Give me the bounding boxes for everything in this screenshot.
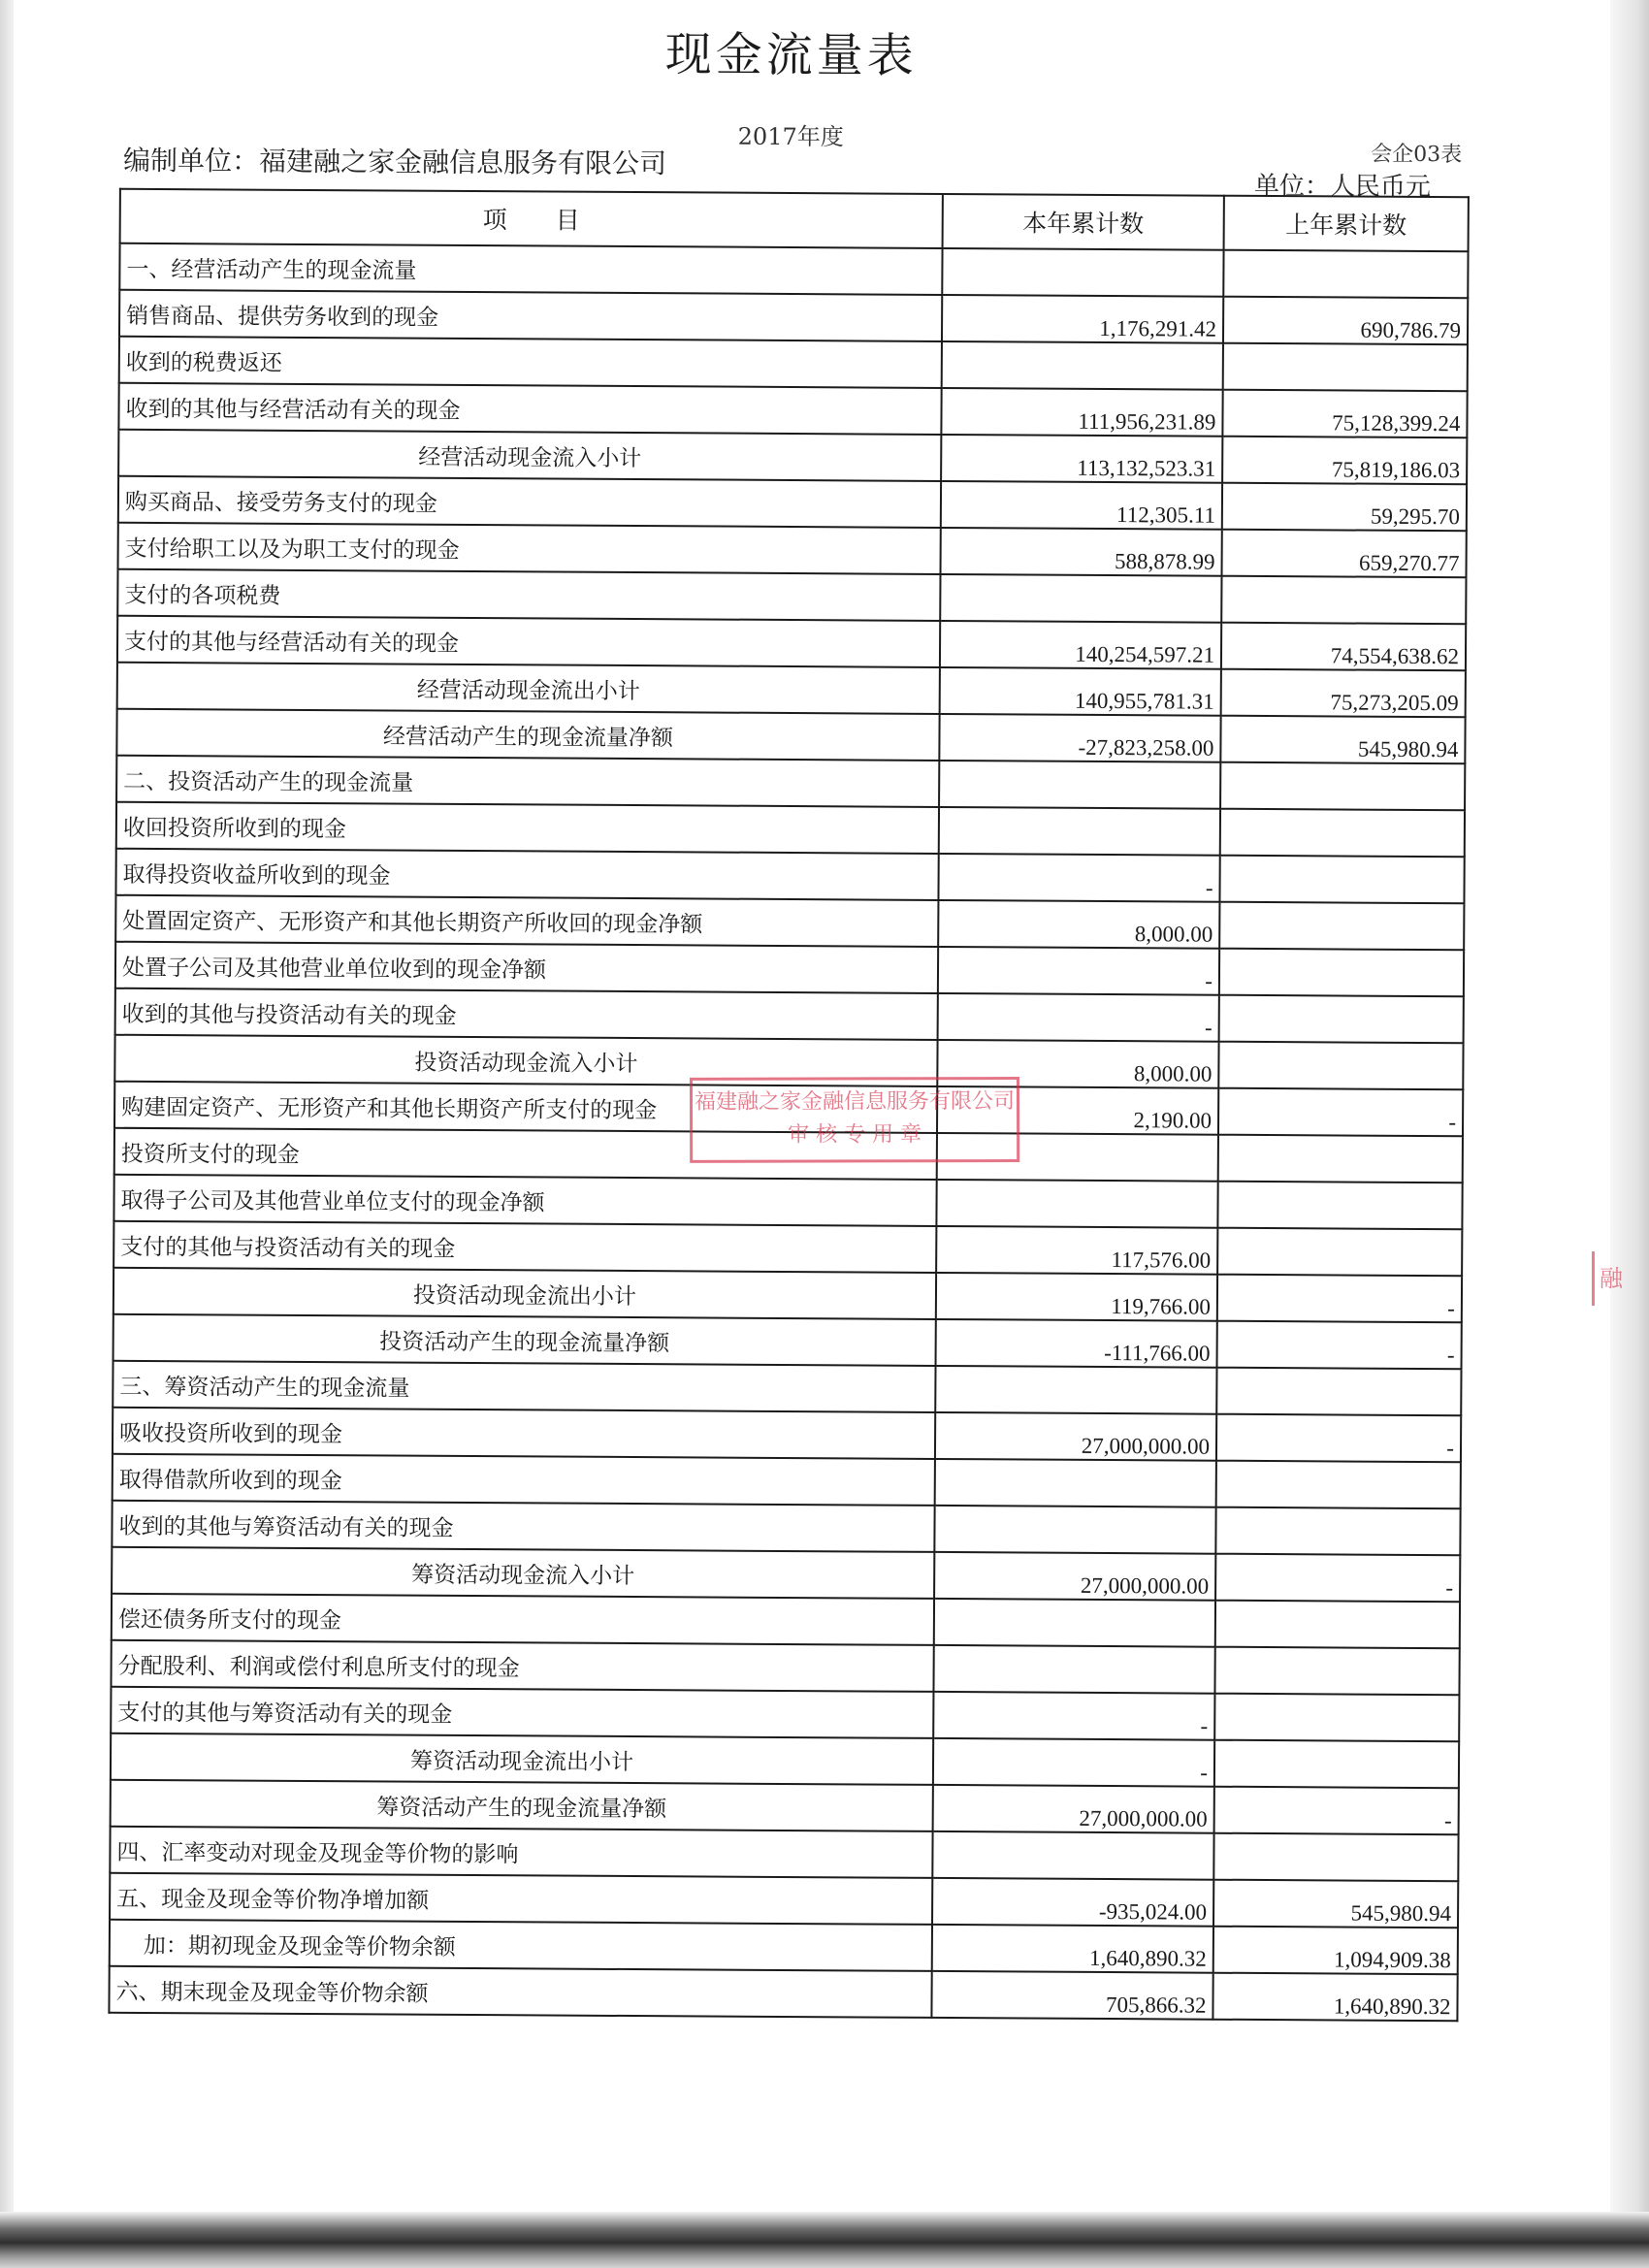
table-row <box>113 1454 1461 1508</box>
table-row <box>110 1827 1458 1881</box>
table-row <box>113 1314 1462 1369</box>
previous-year-amount: - <box>1217 1321 1462 1370</box>
table-row <box>116 802 1465 857</box>
table-row <box>116 756 1465 810</box>
table-row <box>113 1408 1461 1462</box>
previous-year-amount: 75,128,399.24 <box>1222 390 1467 438</box>
row-label: 经营活动产生的现金流量净额 <box>116 709 939 761</box>
current-year-amount <box>932 1831 1213 1880</box>
previous-year-amount <box>1219 902 1464 951</box>
stamp-line-purpose: 审 核 专 用 章 <box>788 1122 922 1148</box>
table-row <box>118 476 1467 531</box>
previous-year-amount: - <box>1217 1275 1462 1323</box>
current-year-amount: 112,305.11 <box>941 481 1222 530</box>
current-year-amount: 111,956,231.89 <box>941 388 1222 437</box>
row-label: 投资活动产生的现金流量净额 <box>113 1314 936 1366</box>
previous-year-amount: 75,819,186.03 <box>1222 437 1467 485</box>
current-year-amount: 117,576.00 <box>936 1226 1217 1275</box>
table-row <box>118 523 1467 577</box>
seam-seal-fragment: 融 <box>1592 1251 1628 1306</box>
table-row <box>115 849 1464 903</box>
currency-unit: 单位：人民币元 <box>1253 171 1432 203</box>
current-year-amount: 27,000,000.00 <box>934 1552 1215 1601</box>
row-label: 加：期初现金及现金等价物余额 <box>110 1920 932 1971</box>
table-row <box>118 383 1467 437</box>
table-header-row <box>120 189 1469 251</box>
row-label: 四、汇率变动对现金及现金等价物的影响 <box>110 1827 932 1878</box>
table-row <box>118 430 1467 484</box>
table-row <box>112 1594 1460 1648</box>
scan-edge-right <box>1610 0 1649 2268</box>
previous-year-amount: 1,094,909.38 <box>1213 1927 1458 1975</box>
table-row <box>109 1966 1457 2021</box>
current-year-amount: -111,766.00 <box>936 1319 1217 1368</box>
current-year-amount: 705,866.32 <box>931 1971 1212 2020</box>
current-year-amount: 8,000.00 <box>938 900 1219 949</box>
row-label: 筹资活动现金流出小计 <box>111 1733 933 1785</box>
row-label: 收到的税费返还 <box>119 337 942 388</box>
current-year-amount: 1,640,890.32 <box>932 1925 1213 1973</box>
previous-year-amount <box>1221 576 1466 625</box>
previous-year-amount: 1,640,890.32 <box>1212 1973 1457 2022</box>
table-row <box>115 988 1464 1043</box>
row-label: 支付的其他与投资活动有关的现金 <box>113 1221 936 1273</box>
row-label: 五、现金及现金等价物净增加额 <box>110 1873 932 1925</box>
current-year-amount: 140,254,597.21 <box>940 621 1221 669</box>
previous-year-amount <box>1216 1461 1461 1509</box>
table-row <box>111 1687 1459 1741</box>
current-year-amount: 113,132,523.31 <box>941 435 1222 483</box>
compiling-entity: 编制单位：福建融之家金融信息服务有限公司 <box>122 144 667 180</box>
current-year-amount: 140,955,781.31 <box>940 667 1221 716</box>
audit-seal-stamp <box>690 1077 1019 1163</box>
previous-year-amount <box>1217 1228 1462 1277</box>
row-label: 三、筹资活动产生的现金流量 <box>113 1361 935 1412</box>
current-year-amount: - <box>938 993 1219 1042</box>
row-label: 购建固定资产、无形资产和其他长期资产所支付的现金 <box>114 1082 937 1133</box>
previous-year-amount <box>1220 809 1465 858</box>
previous-year-amount <box>1214 1740 1459 1789</box>
previous-year-amount <box>1219 856 1464 904</box>
column-header-previous: 上年累计数 <box>1224 196 1469 252</box>
previous-year-amount <box>1219 995 1464 1044</box>
row-label: 支付给职工以及为职工支付的现金 <box>118 523 941 574</box>
previous-year-amount <box>1213 1833 1458 1882</box>
row-label: 支付的其他与筹资活动有关的现金 <box>111 1687 933 1738</box>
previous-year-amount: 545,980.94 <box>1213 1880 1458 1928</box>
row-label: 取得子公司及其他营业单位支付的现金净额 <box>113 1175 936 1226</box>
current-year-amount: 119,766.00 <box>936 1273 1217 1321</box>
current-year-amount: 1,176,291.42 <box>942 295 1223 343</box>
table-row <box>117 663 1466 717</box>
row-label: 一、经营活动产生的现金流量 <box>119 243 942 295</box>
previous-year-amount: 75,273,205.09 <box>1221 669 1466 718</box>
current-year-amount <box>939 807 1220 856</box>
previous-year-amount <box>1220 762 1465 811</box>
table-row <box>117 569 1466 624</box>
current-year-amount: 2,190.00 <box>937 1086 1218 1135</box>
row-label: 取得投资收益所收到的现金 <box>115 849 938 900</box>
row-label: 支付的各项税费 <box>117 569 940 621</box>
form-number: 会企03表 <box>1371 142 1463 168</box>
row-label: 吸收投资所收到的现金 <box>113 1408 935 1459</box>
previous-year-amount: - <box>1214 1787 1459 1835</box>
row-label: 收回投资所收到的现金 <box>116 802 939 854</box>
current-year-amount: - <box>933 1692 1214 1740</box>
table-row <box>112 1501 1460 1555</box>
row-label: 支付的其他与经营活动有关的现金 <box>117 616 940 667</box>
row-label: 经营活动现金流出小计 <box>117 663 940 714</box>
current-year-amount: -27,823,258.00 <box>939 714 1220 762</box>
row-label: 筹资活动产生的现金流量净额 <box>111 1780 933 1831</box>
current-year-amount <box>942 248 1223 297</box>
current-year-amount <box>940 574 1221 623</box>
row-label: 取得借款所收到的现金 <box>113 1454 935 1506</box>
stamp-line-company: 福建融之家金融信息服务有限公司 <box>694 1088 1016 1115</box>
row-label: 销售商品、提供劳务收到的现金 <box>119 290 942 341</box>
previous-year-amount <box>1218 1042 1463 1090</box>
previous-year-amount: 659,270.77 <box>1222 530 1467 578</box>
current-year-amount: - <box>938 947 1219 995</box>
previous-year-amount: - <box>1215 1554 1460 1603</box>
previous-year-amount <box>1223 343 1468 392</box>
scan-edge-bottom <box>0 2212 1649 2268</box>
table-row <box>116 709 1465 763</box>
current-year-amount <box>933 1645 1214 1694</box>
previous-year-amount: 690,786.79 <box>1223 297 1468 345</box>
row-label: 投资所支付的现金 <box>114 1128 937 1180</box>
previous-year-amount <box>1218 1135 1463 1183</box>
table-row <box>113 1268 1462 1322</box>
current-year-amount: -935,024.00 <box>932 1878 1213 1927</box>
current-year-amount <box>942 341 1223 390</box>
table-row <box>113 1361 1461 1415</box>
row-label: 收到的其他与经营活动有关的现金 <box>118 383 941 435</box>
previous-year-amount <box>1219 949 1464 997</box>
current-year-amount: 27,000,000.00 <box>935 1412 1216 1461</box>
row-label: 收到的其他与筹资活动有关的现金 <box>112 1501 934 1552</box>
current-year-amount <box>936 1180 1217 1228</box>
previous-year-amount <box>1223 250 1468 299</box>
row-label: 收到的其他与投资活动有关的现金 <box>115 988 938 1040</box>
page-title: 现金流量表 <box>664 27 918 83</box>
current-year-amount: 588,878.99 <box>941 528 1222 576</box>
table-row <box>111 1780 1459 1834</box>
current-year-amount: - <box>933 1738 1214 1787</box>
previous-year-amount: 545,980.94 <box>1220 716 1465 764</box>
current-year-amount <box>934 1599 1215 1647</box>
current-year-amount: - <box>938 854 1219 902</box>
table-row <box>110 1920 1458 1974</box>
table-row <box>119 337 1468 391</box>
previous-year-amount <box>1215 1601 1460 1649</box>
table-row <box>111 1640 1459 1695</box>
previous-year-amount <box>1217 1182 1462 1230</box>
row-label: 偿还债务所支付的现金 <box>112 1594 934 1645</box>
table-row <box>110 1873 1458 1928</box>
row-label: 投资活动现金流入小计 <box>114 1035 937 1086</box>
scan-edge-left <box>0 0 14 2268</box>
previous-year-amount: - <box>1216 1414 1461 1463</box>
current-year-amount <box>939 761 1220 809</box>
row-label: 处置子公司及其他营业单位收到的现金净额 <box>115 942 938 993</box>
statement-sheet <box>92 16 1490 2020</box>
row-label: 投资活动现金流出小计 <box>113 1268 936 1319</box>
row-label: 购买商品、接受劳务支付的现金 <box>118 476 941 528</box>
previous-year-amount: - <box>1218 1088 1463 1137</box>
column-header-item: 项 目 <box>120 189 943 248</box>
row-label: 筹资活动现金流入小计 <box>112 1547 934 1599</box>
previous-year-amount <box>1214 1694 1459 1742</box>
table-row <box>115 942 1464 996</box>
current-year-amount: 27,000,000.00 <box>933 1785 1214 1833</box>
current-year-amount: 8,000.00 <box>937 1040 1218 1088</box>
previous-year-amount: 59,295.70 <box>1222 483 1467 532</box>
reporting-period: 2017年度 <box>737 122 844 151</box>
column-header-current: 本年累计数 <box>943 194 1224 250</box>
table-row <box>111 1733 1459 1788</box>
table-row <box>113 1221 1462 1276</box>
previous-year-amount <box>1216 1368 1461 1416</box>
table-row <box>119 290 1468 344</box>
table-row <box>117 616 1466 670</box>
table-row <box>115 895 1464 950</box>
table-row <box>119 243 1468 298</box>
previous-year-amount <box>1215 1507 1460 1556</box>
current-year-amount <box>935 1459 1216 1507</box>
row-label: 经营活动现金流入小计 <box>118 430 941 481</box>
table-row <box>113 1175 1462 1229</box>
row-label: 二、投资活动产生的现金流量 <box>116 756 939 807</box>
previous-year-amount <box>1214 1647 1459 1696</box>
row-label: 六、期末现金及现金等价物余额 <box>109 1966 931 2018</box>
current-year-amount <box>935 1366 1216 1414</box>
row-label: 处置固定资产、无形资产和其他长期资产所收回的现金净额 <box>115 895 938 947</box>
table-row <box>112 1547 1460 1602</box>
current-year-amount <box>934 1506 1215 1554</box>
previous-year-amount: 74,554,638.62 <box>1221 623 1466 671</box>
row-label: 分配股利、利润或偿付利息所支付的现金 <box>111 1640 933 1692</box>
